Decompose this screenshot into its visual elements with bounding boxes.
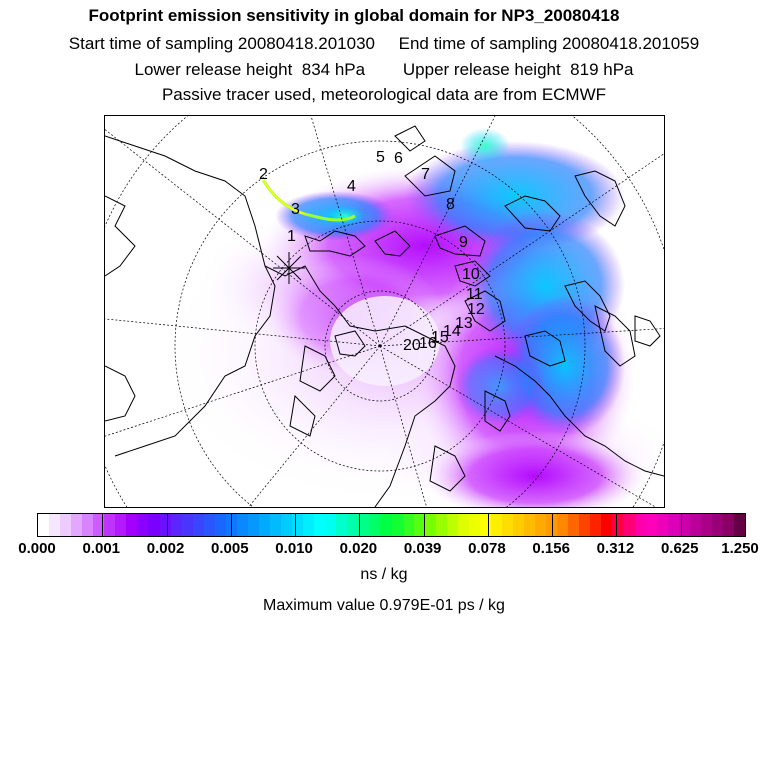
colorbar-divider — [552, 514, 553, 536]
colorbar-swatch — [215, 514, 226, 536]
colorbar-swatch — [668, 514, 679, 536]
route-label: 1 — [287, 228, 296, 245]
colorbar — [37, 513, 746, 537]
colorbar-tick-label: 0.005 — [211, 540, 249, 557]
colorbar-swatch — [557, 514, 568, 536]
colorbar-swatch — [436, 514, 447, 536]
colorbar-tick-label: 0.312 — [596, 540, 635, 557]
colorbar-tick-label: 0.001 — [82, 540, 121, 557]
colorbar-swatch — [403, 514, 414, 536]
colorbar-tick-label: 0.078 — [468, 540, 506, 557]
route-label: 8 — [446, 196, 455, 213]
maximum-value-label: Maximum value 0.979E-01 ps / kg — [263, 597, 505, 614]
colorbar-tick-label: 0.156 — [532, 540, 570, 557]
colorbar-swatch — [314, 514, 325, 536]
colorbar-swatch — [171, 514, 182, 536]
colorbar-tick-label: 0.020 — [339, 540, 378, 557]
colorbar-swatch — [701, 514, 712, 536]
route-label: 14 — [443, 323, 461, 340]
colorbar-swatch — [480, 514, 491, 536]
route-label: 13 — [455, 315, 473, 332]
route-label: 3 — [291, 201, 300, 218]
colorbar-swatch — [248, 514, 259, 536]
route-label: 9 — [459, 234, 468, 251]
colorbar-swatch — [182, 514, 193, 536]
colorbar-swatch — [646, 514, 657, 536]
colorbar-swatch — [469, 514, 480, 536]
colorbar-swatch — [491, 514, 502, 536]
colorbar-tick-label: 0.625 — [660, 540, 699, 557]
colorbar-swatch — [237, 514, 248, 536]
route-label: 4 — [347, 178, 356, 195]
colorbar-swatch — [612, 514, 623, 536]
colorbar-divider — [295, 514, 296, 536]
colorbar-swatch — [458, 514, 469, 536]
colorbar-swatch — [204, 514, 215, 536]
colorbar-divider — [424, 514, 425, 536]
colorbar-swatch — [579, 514, 590, 536]
colorbar-swatch — [82, 514, 93, 536]
colorbar-swatch — [734, 514, 745, 536]
colorbar-swatch — [447, 514, 458, 536]
colorbar-swatch — [104, 514, 115, 536]
colorbar-swatch — [281, 514, 292, 536]
colorbar-unit: ns / kg — [360, 566, 408, 583]
colorbar-swatch — [535, 514, 546, 536]
route-label: 16 — [419, 335, 437, 352]
route-label: 15 — [431, 329, 449, 346]
plot-title: Footprint emission sensitivity in global domain for NP3_20080418 — [88, 6, 620, 25]
colorbar-swatch — [601, 514, 612, 536]
release-point-marker — [273, 252, 305, 284]
colorbar-swatch — [380, 514, 391, 536]
colorbar-swatch — [137, 514, 148, 536]
colorbar-swatch — [425, 514, 436, 536]
colorbar-swatch — [712, 514, 723, 536]
route-label: 2 — [259, 166, 268, 183]
colorbar-tick-label: 0.010 — [275, 540, 313, 557]
colorbar-swatch — [590, 514, 601, 536]
colorbar-divider — [167, 514, 168, 536]
colorbar-swatch — [160, 514, 171, 536]
route-label: 10 — [462, 266, 480, 283]
route-label: 7 — [421, 166, 430, 183]
colorbar-divider — [681, 514, 682, 536]
sampling-time-line: Start time of sampling 20080418.201030 End time of sampling 20080418.201059 — [68, 34, 700, 53]
colorbar-swatch — [193, 514, 204, 536]
route-label: 5 — [376, 149, 385, 166]
colorbar-tick-label: 0.039 — [403, 540, 442, 557]
colorbar-swatch — [568, 514, 579, 536]
colorbar-swatch — [347, 514, 358, 536]
colorbar-swatch — [524, 514, 535, 536]
colorbar-swatch — [369, 514, 380, 536]
route-label: 12 — [467, 301, 485, 318]
colorbar-swatch — [723, 514, 734, 536]
sensitivity-map — [104, 115, 665, 508]
colorbar-swatch — [336, 514, 347, 536]
release-height-line: Lower release height 834 hPa Upper release height 819 hPa — [134, 60, 634, 79]
colorbar-swatch — [657, 514, 668, 536]
colorbar-divider — [231, 514, 232, 536]
colorbar-swatch — [292, 514, 303, 536]
colorbar-swatch — [126, 514, 137, 536]
colorbar-tick-label: 0.002 — [146, 540, 185, 557]
colorbar-swatch — [71, 514, 82, 536]
colorbar-swatch — [115, 514, 126, 536]
colorbar-swatch — [513, 514, 524, 536]
colorbar-swatch — [325, 514, 336, 536]
colorbar-swatch — [49, 514, 60, 536]
colorbar-swatch — [148, 514, 159, 536]
colorbar-swatch — [259, 514, 270, 536]
map-svg — [105, 116, 664, 507]
colorbar-swatch — [635, 514, 646, 536]
colorbar-divider — [102, 514, 103, 536]
colorbar-tick-label: 1.250 — [721, 540, 759, 557]
colorbar-tick-label: 0.000 — [18, 540, 56, 557]
route-label: 20 — [403, 337, 421, 354]
colorbar-divider — [616, 514, 617, 536]
colorbar-swatch — [270, 514, 281, 536]
colorbar-swatch — [38, 514, 49, 536]
colorbar-swatch — [392, 514, 403, 536]
route-label: 6 — [394, 150, 403, 167]
colorbar-swatch — [303, 514, 314, 536]
tracer-info-line: Passive tracer used, meteorological data are from ECMWF — [161, 85, 607, 104]
colorbar-divider — [488, 514, 489, 536]
route-label: 11 — [466, 286, 483, 303]
colorbar-divider — [359, 514, 360, 536]
colorbar-swatch — [623, 514, 634, 536]
colorbar-swatch — [502, 514, 513, 536]
colorbar-swatch — [690, 514, 701, 536]
colorbar-swatch — [60, 514, 71, 536]
